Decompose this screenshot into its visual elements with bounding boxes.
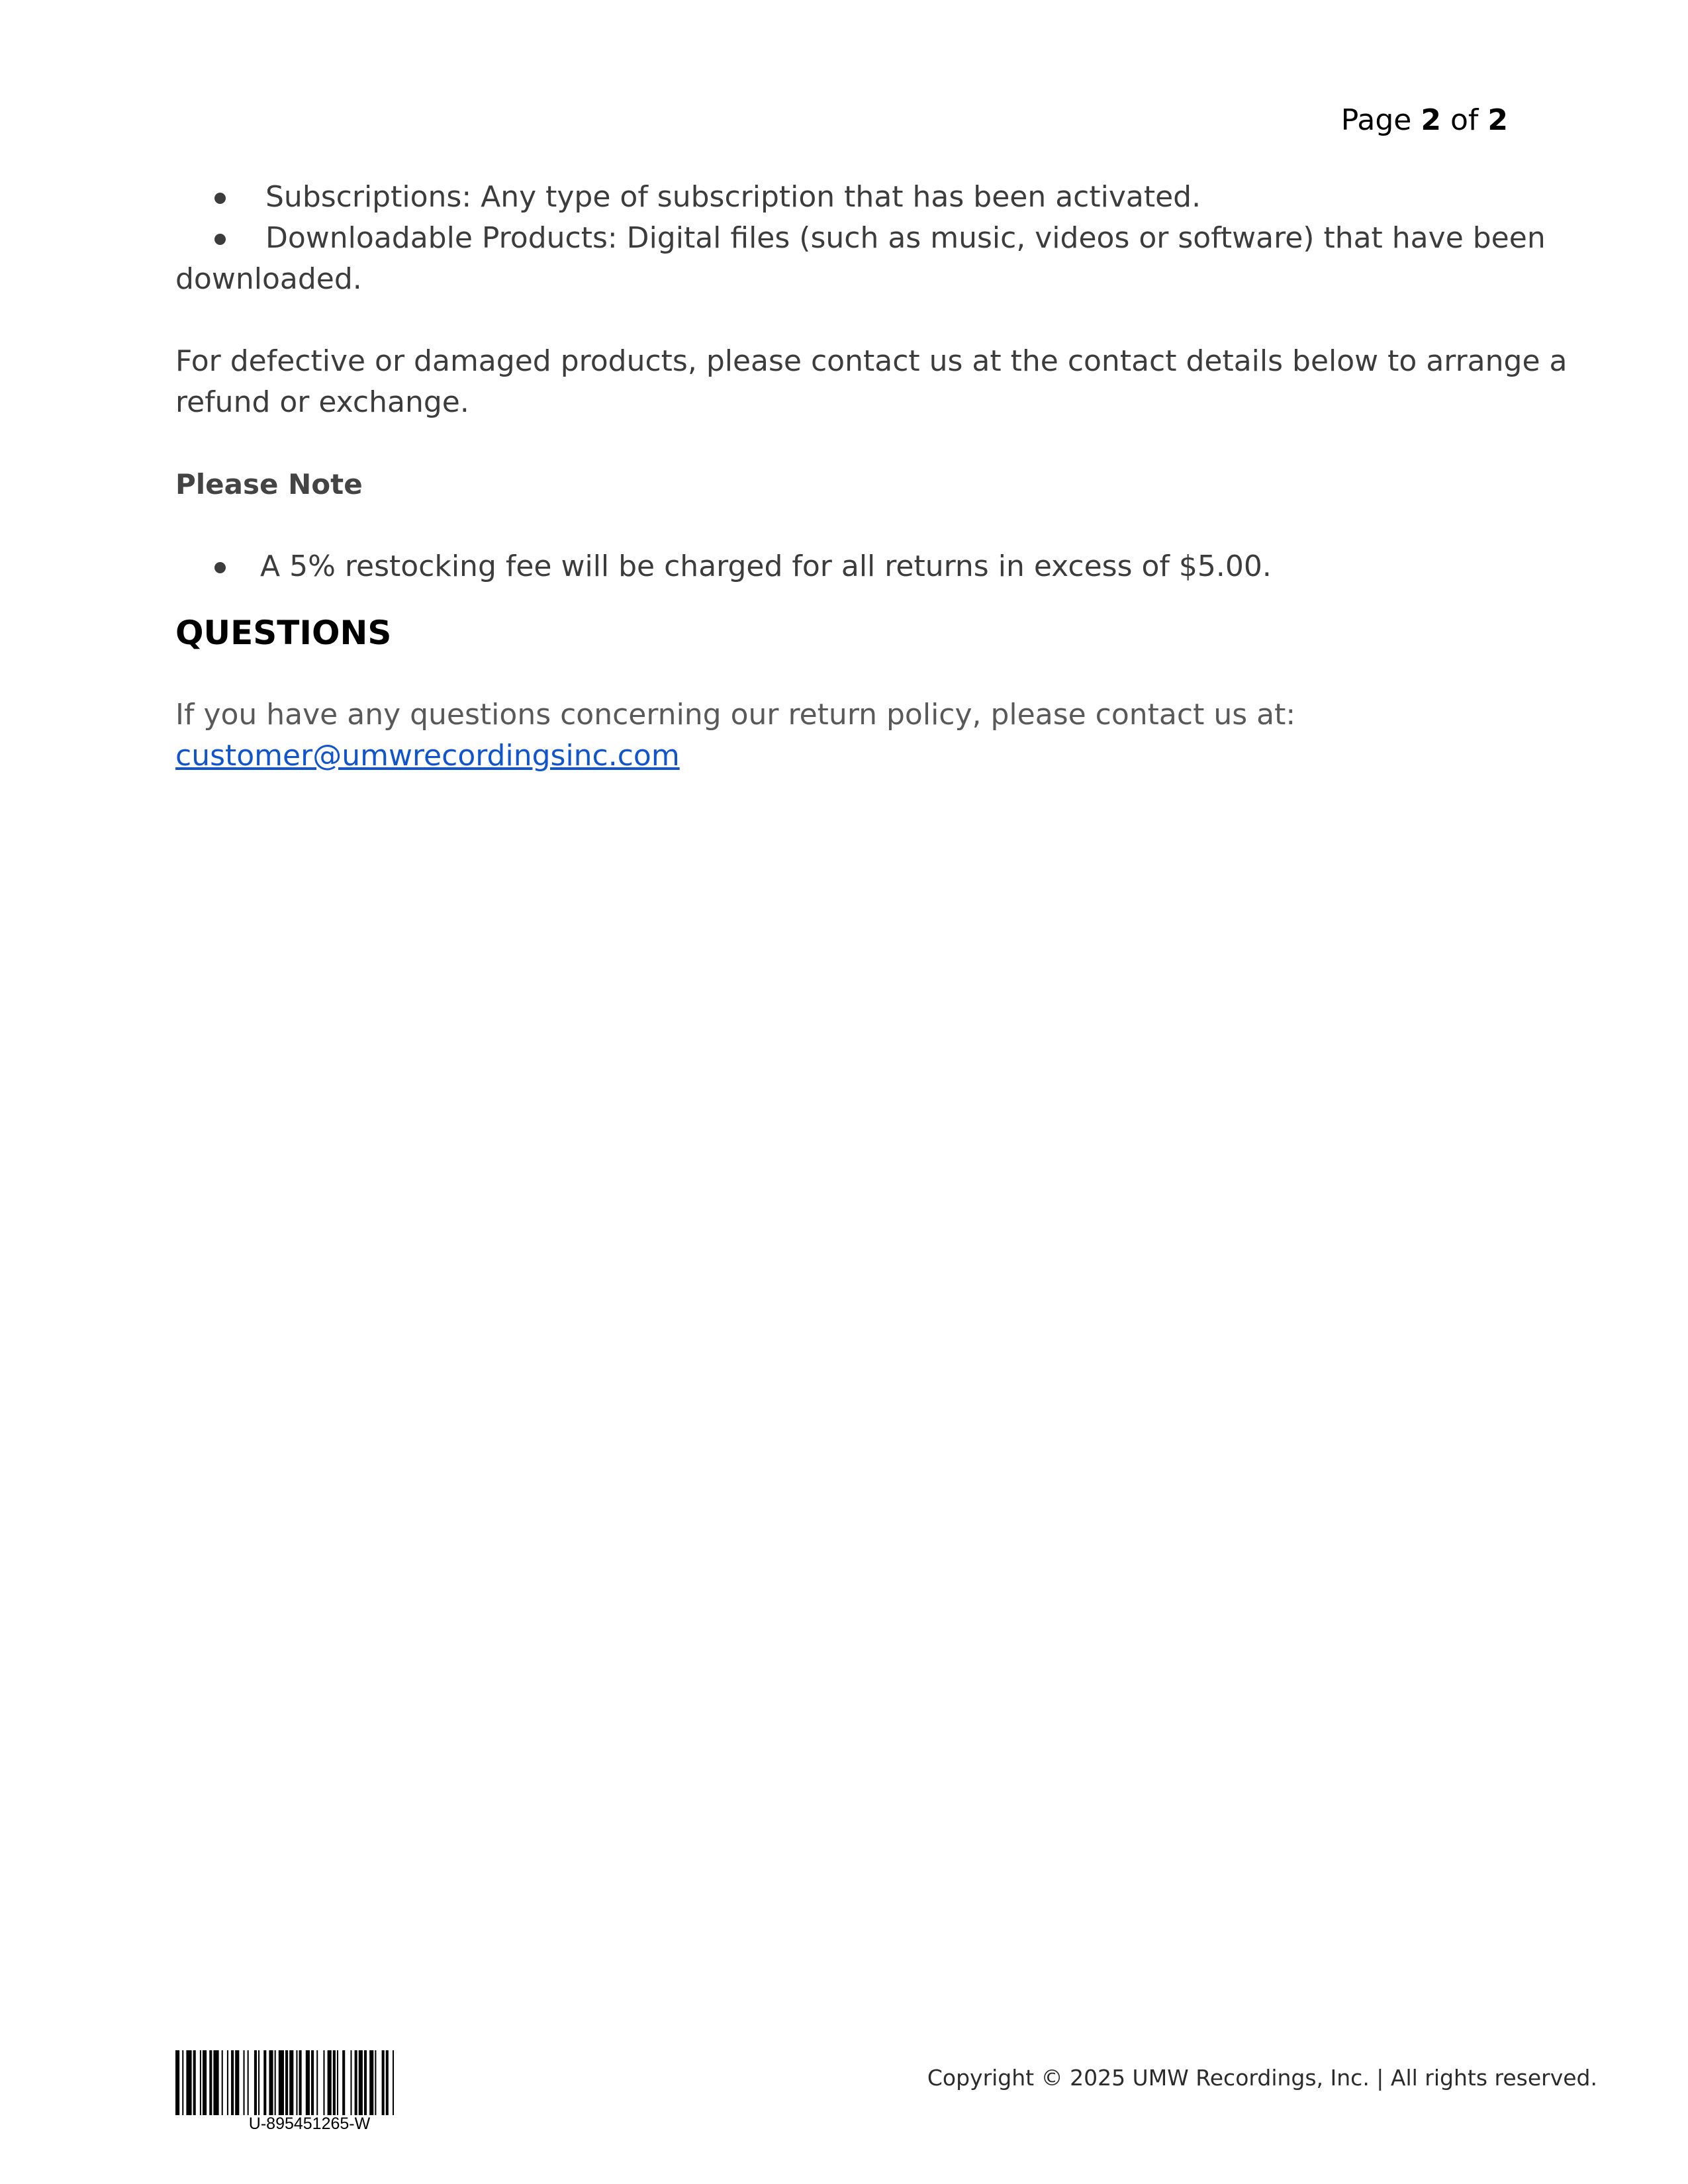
list-item-text: Downloadable Products: Digital files (such as music, videos or software) that have been (265, 221, 1546, 255)
total-pages: 2 (1487, 103, 1508, 137)
bullet-icon (214, 234, 226, 245)
page-indicator (1341, 99, 1508, 142)
defective-paragraph-line: refund or exchange. (175, 385, 469, 419)
questions-text: If you have any questions concerning our return policy, please contact us at: (175, 698, 1296, 732)
bullet-icon (214, 193, 226, 204)
list-item (175, 177, 1513, 218)
list-item (175, 218, 1546, 259)
defective-paragraph-line: For defective or damaged products, please contact us at the contact details below to arrange a (175, 344, 1568, 378)
list-item-continuation: downloaded. (175, 262, 362, 296)
list-item (175, 546, 1513, 587)
barcode-label: U-895451265-W (248, 2114, 371, 2133)
barcode-icon (175, 2050, 444, 2115)
page-separator: of (1450, 103, 1479, 137)
current-page: 2 (1421, 103, 1441, 137)
contact-email-link[interactable]: customer@umwrecordingsinc.com (175, 739, 680, 773)
copyright-notice: Copyright © 2025 UMW Recordings, Inc. | All rights reserved. (927, 2065, 1597, 2091)
bullet-icon (214, 562, 226, 573)
list-item-text: Subscriptions: Any type of subscription that has been activated. (265, 180, 1201, 214)
please-note-heading: Please Note (175, 468, 363, 500)
document-body (175, 177, 1568, 777)
questions-heading: QUESTIONS (175, 614, 392, 652)
barcode (175, 2050, 444, 2136)
list-item-text: A 5% restocking fee will be charged for all returns in excess of $5.00. (260, 549, 1272, 583)
page-prefix: Page (1340, 103, 1412, 137)
